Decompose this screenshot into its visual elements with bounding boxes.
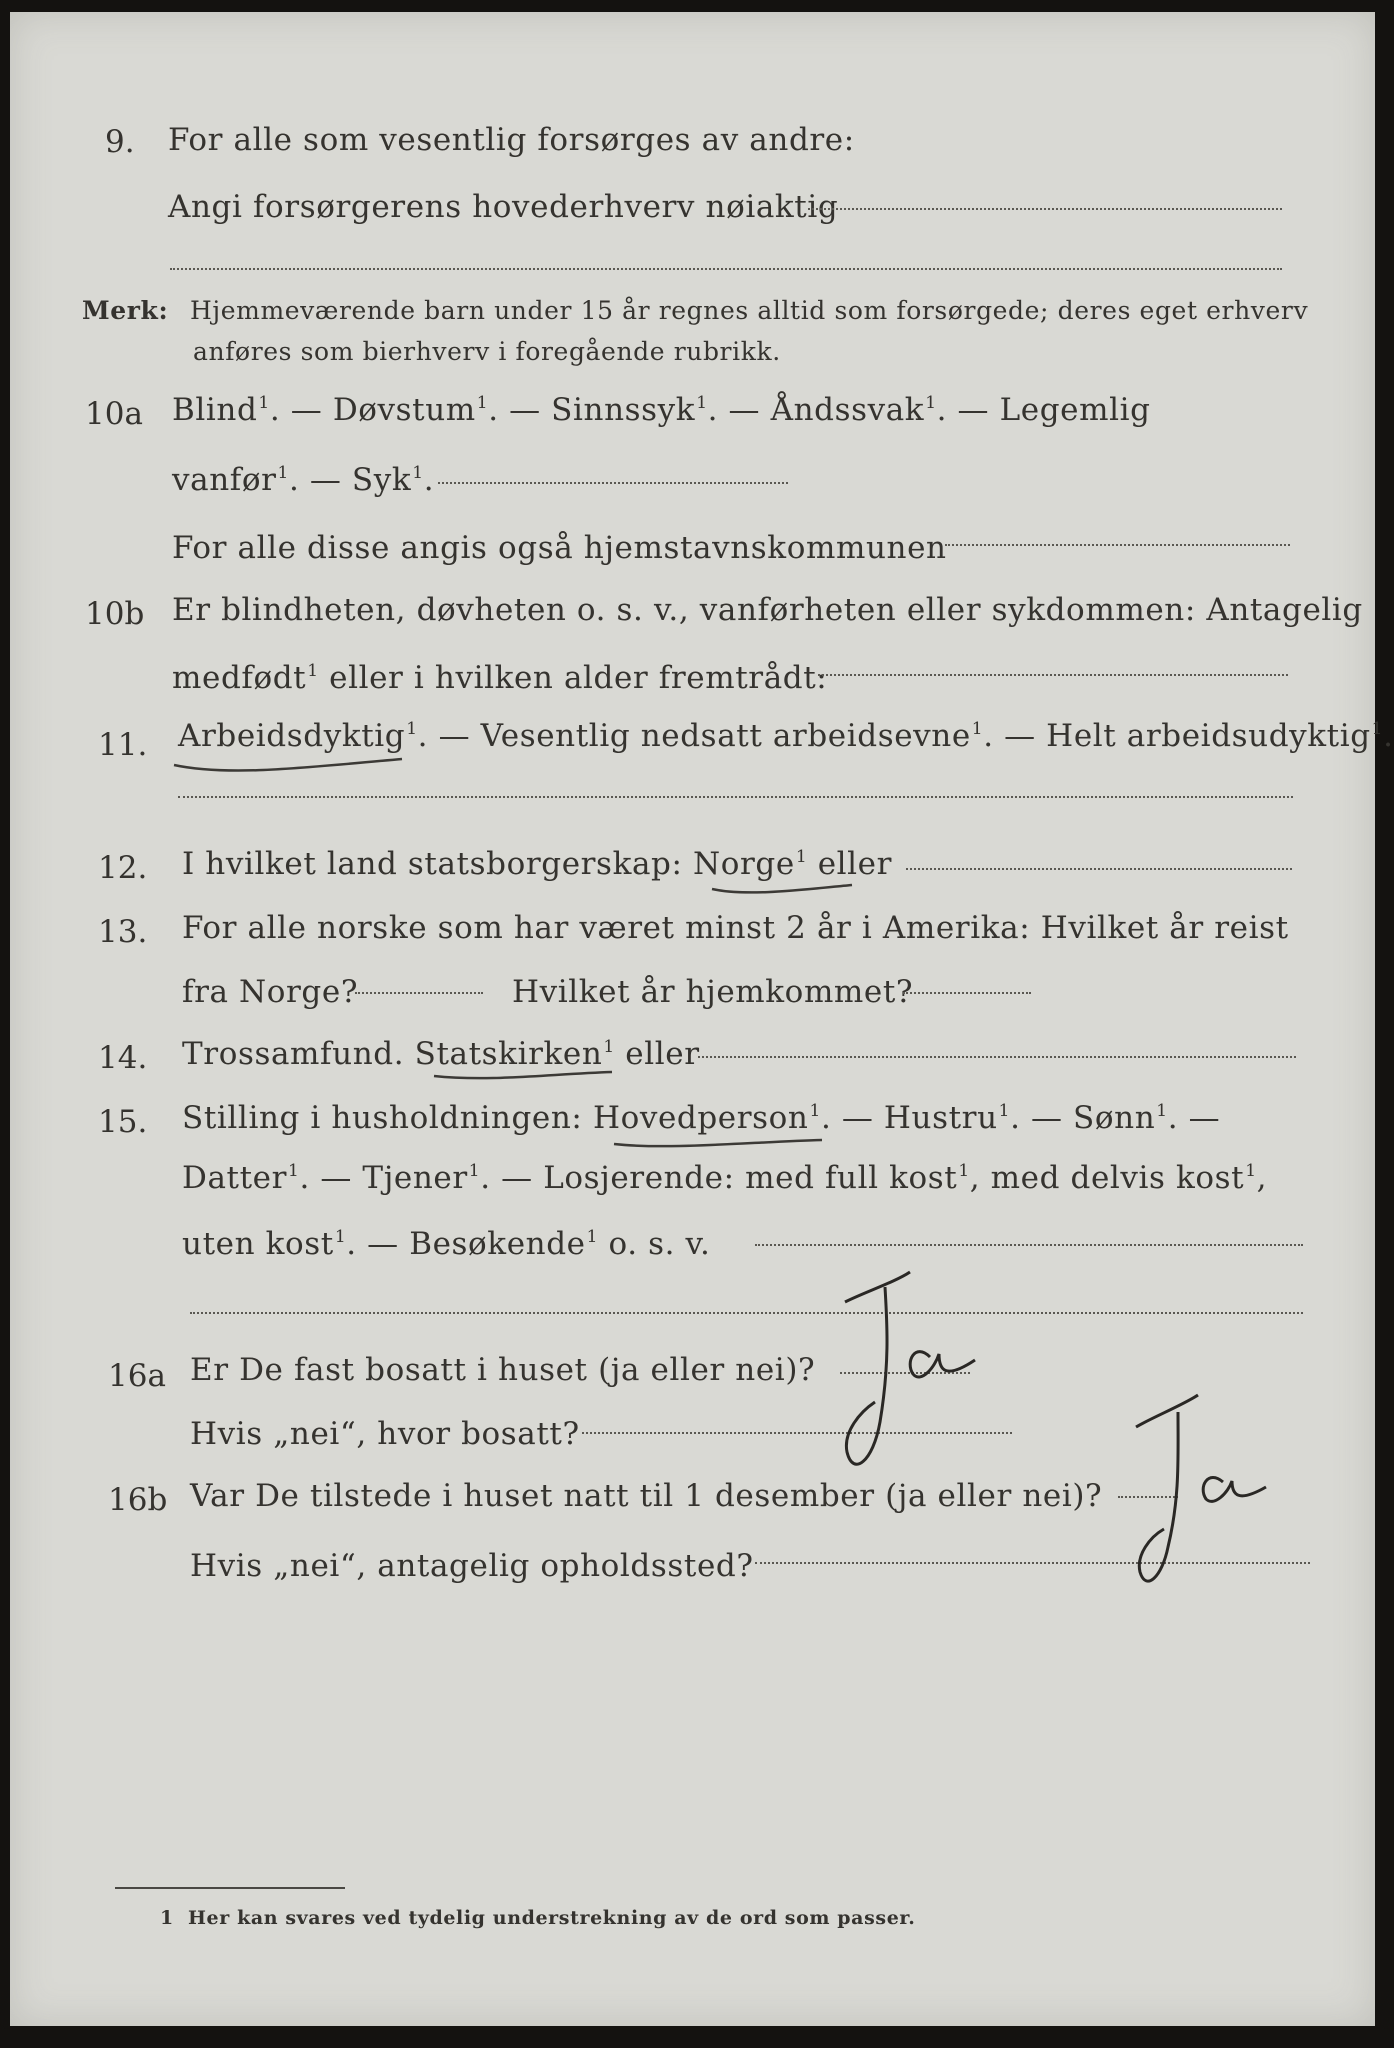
question-12-text: I hvilket land statsborgerskap: (182, 846, 683, 882)
question-10b-line1: Er blindheten, døvheten o. s. v., vanførheten eller sykdommen: Antagelig (172, 592, 1363, 628)
underline-hovedperson (610, 1130, 830, 1154)
question-16b-number: 16b (108, 1482, 168, 1518)
question-13-from-norway: fra Norge? (182, 974, 359, 1010)
option-hustru[interactable]: . — Hustru (820, 1100, 998, 1136)
option-legemlig[interactable]: . — Legemlig (936, 392, 1151, 428)
footnote-ref: 1 (696, 393, 708, 414)
option-vanfor[interactable]: vanfør (172, 462, 277, 498)
question-15-osv: o. s. v. (598, 1226, 711, 1262)
option-full-kost[interactable]: . — Losjerende: med full kost (480, 1160, 958, 1196)
question-10b-number: 10b (85, 596, 145, 632)
merk-text-line2: anføres som bierhverv i foregående rubrikk. (193, 337, 781, 366)
footnote-ref: 1 (1156, 1101, 1168, 1122)
question-10a-syk-line[interactable] (438, 482, 788, 484)
option-andssvak[interactable]: . — Åndssvak (707, 392, 925, 428)
question-10a-line1 (172, 392, 1151, 428)
footnote-ref: 1 (809, 1101, 821, 1122)
option-arbeidsudyktig[interactable]: . — Helt arbeidsudyktig (983, 718, 1371, 754)
merk-text-line1: Hjemmeværende barn under 15 år regnes alltid som forsørgede; deres eget erhverv (190, 296, 1309, 325)
footnote-ref: 1 (277, 463, 289, 484)
question-10a-line3: For alle disse angis også hjemstavnskommunen (172, 530, 947, 566)
question-14-answer-line[interactable] (698, 1056, 1296, 1058)
footnote-ref: 1 (603, 1037, 615, 1058)
question-13-year-left-line[interactable] (355, 992, 483, 994)
option-nedsatt-arbeidsevne[interactable]: . — Vesentlig nedsatt arbeidsevne (417, 718, 971, 754)
option-uten-kost[interactable]: uten kost (182, 1226, 334, 1262)
question-13-line1: For alle norske som har været minst 2 år i Amerika: Hvilket år reist (182, 910, 1289, 946)
footnote-ref: 1 (468, 1161, 481, 1182)
footnote-text: Her kan svares ved tydelig understrekning av de ord som passer. (188, 1907, 916, 1929)
option-medfodt[interactable]: medfødt (172, 660, 307, 696)
option-delvis-kost[interactable]: , med delvis kost (969, 1160, 1245, 1196)
footnote-ref: 1 (958, 1161, 970, 1182)
question-12-number: 12. (98, 850, 148, 886)
option-hovedperson-underlined[interactable]: Hovedperson (592, 1100, 809, 1136)
handwritten-answer-16b (1128, 1387, 1278, 1611)
option-dovstum[interactable]: . — Døvstum (269, 392, 476, 428)
question-16a-number: 16a (108, 1358, 166, 1394)
question-10a-number: 10a (85, 396, 143, 432)
footnote-ref: 1 (412, 463, 424, 484)
footnote-ref: 1 (307, 661, 319, 682)
question-10b-line2 (172, 660, 827, 696)
footnote-mark: 1 (160, 1907, 174, 1929)
punctuation: . (423, 462, 435, 498)
question-16a-line1: Er De fast bosatt i huset (ja eller nei)? (190, 1352, 816, 1388)
question-16b-line1: Var De tilstede i huset natt til 1 desember (ja eller nei)? (190, 1478, 1103, 1514)
question-15-answer-line-2[interactable] (190, 1312, 1303, 1314)
footnote-ref: 1 (971, 719, 984, 740)
footnote-ref: 1 (586, 1227, 599, 1248)
question-11-answer-line[interactable] (178, 796, 1293, 798)
question-14-eller: eller (614, 1036, 700, 1072)
question-10a-answer-line[interactable] (945, 544, 1290, 546)
question-13-returned: Hvilket år hjemkommet? (512, 974, 914, 1010)
option-besokende[interactable]: . — Besøkende (346, 1226, 586, 1262)
option-norge-underlined[interactable]: Norge (693, 846, 795, 882)
question-16a-line2: Hvis „nei“, hvor bosatt? (190, 1416, 580, 1452)
question-14-text: Trossamfund. (182, 1036, 405, 1072)
footnote-ref: 1 (795, 847, 808, 868)
footnote-divider (115, 1887, 345, 1889)
question-12-answer-line[interactable] (906, 868, 1292, 870)
question-10a-line2 (172, 462, 434, 498)
question-15-text: Stilling i husholdningen: (182, 1100, 583, 1136)
question-12-eller: eller (807, 846, 893, 882)
option-arbeidsdyktig-underlined[interactable]: Arbeidsdyktig (178, 718, 406, 754)
question-9-text: For alle som vesentlig forsørges av andre: (168, 122, 855, 158)
punctuation: , (1256, 1160, 1268, 1196)
underline-arbeidsdyktig (170, 747, 410, 777)
question-9-provider-text: Angi forsørgerens hovederhverv nøiaktig (168, 189, 839, 225)
question-9-answer-line-2[interactable] (170, 268, 1282, 270)
footnote-ref: 1 (288, 1161, 300, 1182)
question-15-number: 15. (98, 1104, 148, 1140)
punctuation: . (1383, 718, 1394, 754)
footnote-ref: 1 (1371, 719, 1384, 740)
question-9-answer-line[interactable] (808, 208, 1282, 210)
handwritten-answer-16a (835, 1262, 995, 1496)
option-sinnssyk[interactable]: . — Sinnssyk (488, 392, 696, 428)
question-10b-answer-line[interactable] (818, 674, 1288, 676)
question-11-number: 11. (98, 727, 148, 763)
underline-norge (708, 875, 858, 899)
option-tjener[interactable]: . — Tjener (299, 1160, 468, 1196)
footnote-ref: 1 (925, 393, 937, 414)
footnote-ref: 1 (476, 393, 489, 414)
question-15-answer-line[interactable] (755, 1244, 1303, 1246)
option-datter[interactable]: Datter (182, 1160, 288, 1196)
question-15-line2 (182, 1160, 1267, 1196)
option-sonn[interactable]: . — Sønn (1010, 1100, 1156, 1136)
question-10b-age-text: eller i hvilken alder fremtrådt: (318, 660, 828, 696)
footnote-ref: 1 (1245, 1161, 1257, 1182)
question-16b-line2: Hvis „nei“, antagelig opholdssted? (190, 1548, 754, 1584)
question-9-number: 9. (105, 124, 135, 160)
footnote-ref: 1 (998, 1101, 1011, 1122)
option-blind[interactable]: Blind (172, 392, 258, 428)
question-13-number: 13. (98, 914, 148, 950)
option-syk[interactable]: . — Syk (288, 462, 412, 498)
underline-statskirken (430, 1062, 620, 1086)
footnote-ref: 1 (334, 1227, 347, 1248)
option-statskirken-underlined[interactable]: Statskirken (414, 1036, 603, 1072)
footnote-ref: 1 (406, 719, 418, 740)
census-form-page (10, 12, 1394, 2026)
footnote-ref: 1 (258, 393, 270, 414)
question-13-year-returned-line[interactable] (903, 992, 1031, 994)
question-15-line3 (182, 1226, 710, 1262)
punctuation: . — (1167, 1100, 1221, 1136)
merk-label: Merk: (82, 296, 169, 325)
question-14-number: 14. (98, 1040, 148, 1076)
